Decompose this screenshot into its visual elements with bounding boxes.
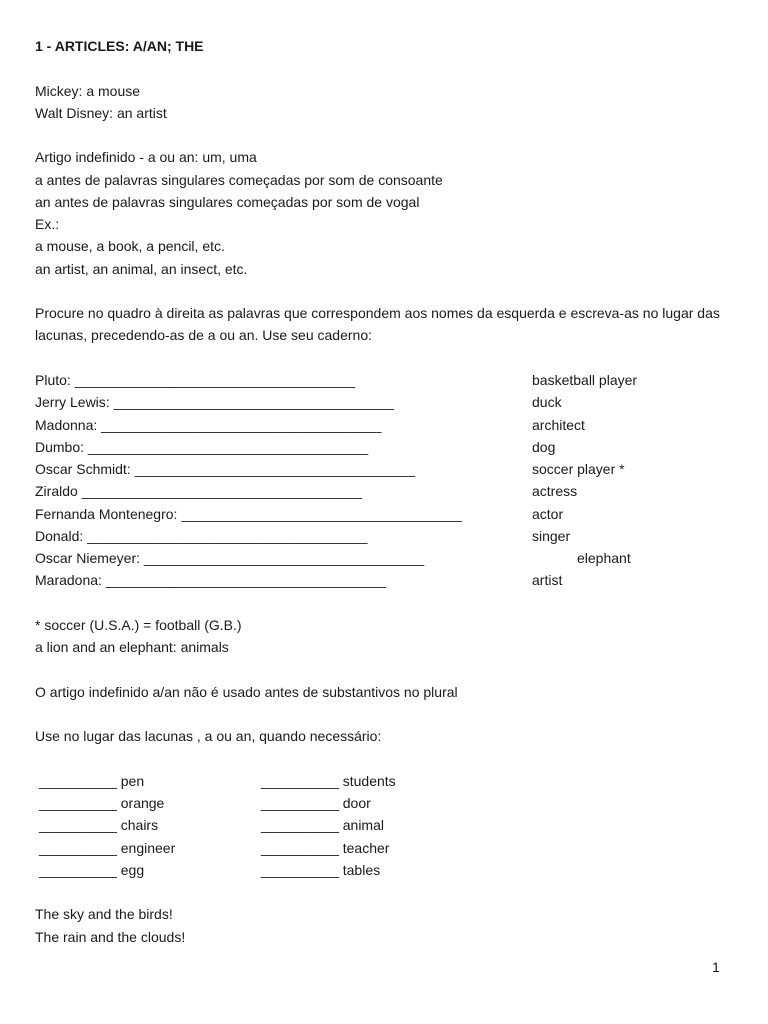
word-box-item: architect	[532, 417, 585, 433]
exercise-name-item: Maradona: ____________________________________	[35, 572, 387, 588]
exercise-name-item: Jerry Lewis: ____________________________________	[35, 394, 394, 410]
rule-line: Artigo indefinido - a ou an: um, uma	[35, 149, 257, 165]
fill-blank-item: __________ egg	[39, 862, 145, 878]
exercise-name-item: Madonna: ____________________________________	[35, 417, 382, 433]
fill-blank-item: __________ orange	[39, 795, 165, 811]
page-title: 1 - ARTICLES: A/AN; THE	[35, 38, 204, 54]
fill-blank-item: __________ animal	[261, 817, 384, 833]
fill-blank-item: __________ tables	[261, 862, 381, 878]
word-box-item: actor	[532, 506, 564, 522]
exercise-name-item: Donald: ____________________________________	[35, 528, 368, 544]
word-box-item: duck	[532, 394, 562, 410]
closing-line: The rain and the clouds!	[35, 929, 186, 945]
exercise-name-item: Dumbo: ____________________________________	[35, 439, 369, 455]
note-line: a lion and an elephant: animals	[35, 639, 229, 655]
word-box-item: actress	[532, 483, 578, 499]
rule-line: a antes de palavras singulares começadas por som de consoante	[35, 172, 443, 188]
example-mickey: Mickey: a mouse	[35, 83, 141, 99]
fill-blank-item: __________ engineer	[39, 840, 176, 856]
rule-line: Ex.:	[35, 216, 60, 232]
plural-rule: O artigo indefinido a/an não é usado antes de substantivos no plural	[35, 684, 458, 700]
fill-blank-item: __________ teacher	[261, 840, 390, 856]
exercise-name-item: Oscar Niemeyer: ____________________________________	[35, 550, 425, 566]
word-box-item: basketball player	[532, 372, 638, 388]
fill-blank-item: __________ chairs	[39, 817, 159, 833]
instruction-line: Use no lugar das lacunas , a ou an, quando necessário:	[35, 728, 382, 744]
exercise-name-item: Pluto: ____________________________________	[35, 372, 355, 388]
exercise-name-item: Oscar Schmidt: ____________________________________	[35, 461, 415, 477]
example-walt-disney: Walt Disney: an artist	[35, 105, 167, 121]
word-box-item: elephant	[577, 550, 631, 566]
exercise-name-item: Ziraldo ____________________________________	[35, 483, 362, 499]
word-box-item: singer	[532, 528, 571, 544]
rule-line: a mouse, a book, a pencil, etc.	[35, 238, 225, 254]
instruction-paragraph: Procure no quadro à direita as palavras que correspondem aos nomes da esquerda e escreva-as no lugar das lacunas, precedendo-as de a ou an. Use seu caderno:	[35, 305, 720, 344]
exercise-name-item: Fernanda Montenegro: ____________________________________	[35, 506, 462, 522]
word-box-item: dog	[532, 439, 556, 455]
fill-blank-item: __________ pen	[39, 773, 145, 789]
page-number: 1	[712, 959, 720, 975]
rule-line: an artist, an animal, an insect, etc.	[35, 261, 248, 277]
fill-blank-item: __________ students	[261, 773, 396, 789]
rule-line: an antes de palavras singulares começadas por som de vogal	[35, 194, 420, 210]
word-box-item: artist	[532, 572, 563, 588]
fill-blank-item: __________ door	[261, 795, 371, 811]
word-box-item: soccer player *	[532, 461, 625, 477]
note-line: * soccer (U.S.A.) = football (G.B.)	[35, 617, 242, 633]
closing-line: The sky and the birds!	[35, 906, 173, 922]
